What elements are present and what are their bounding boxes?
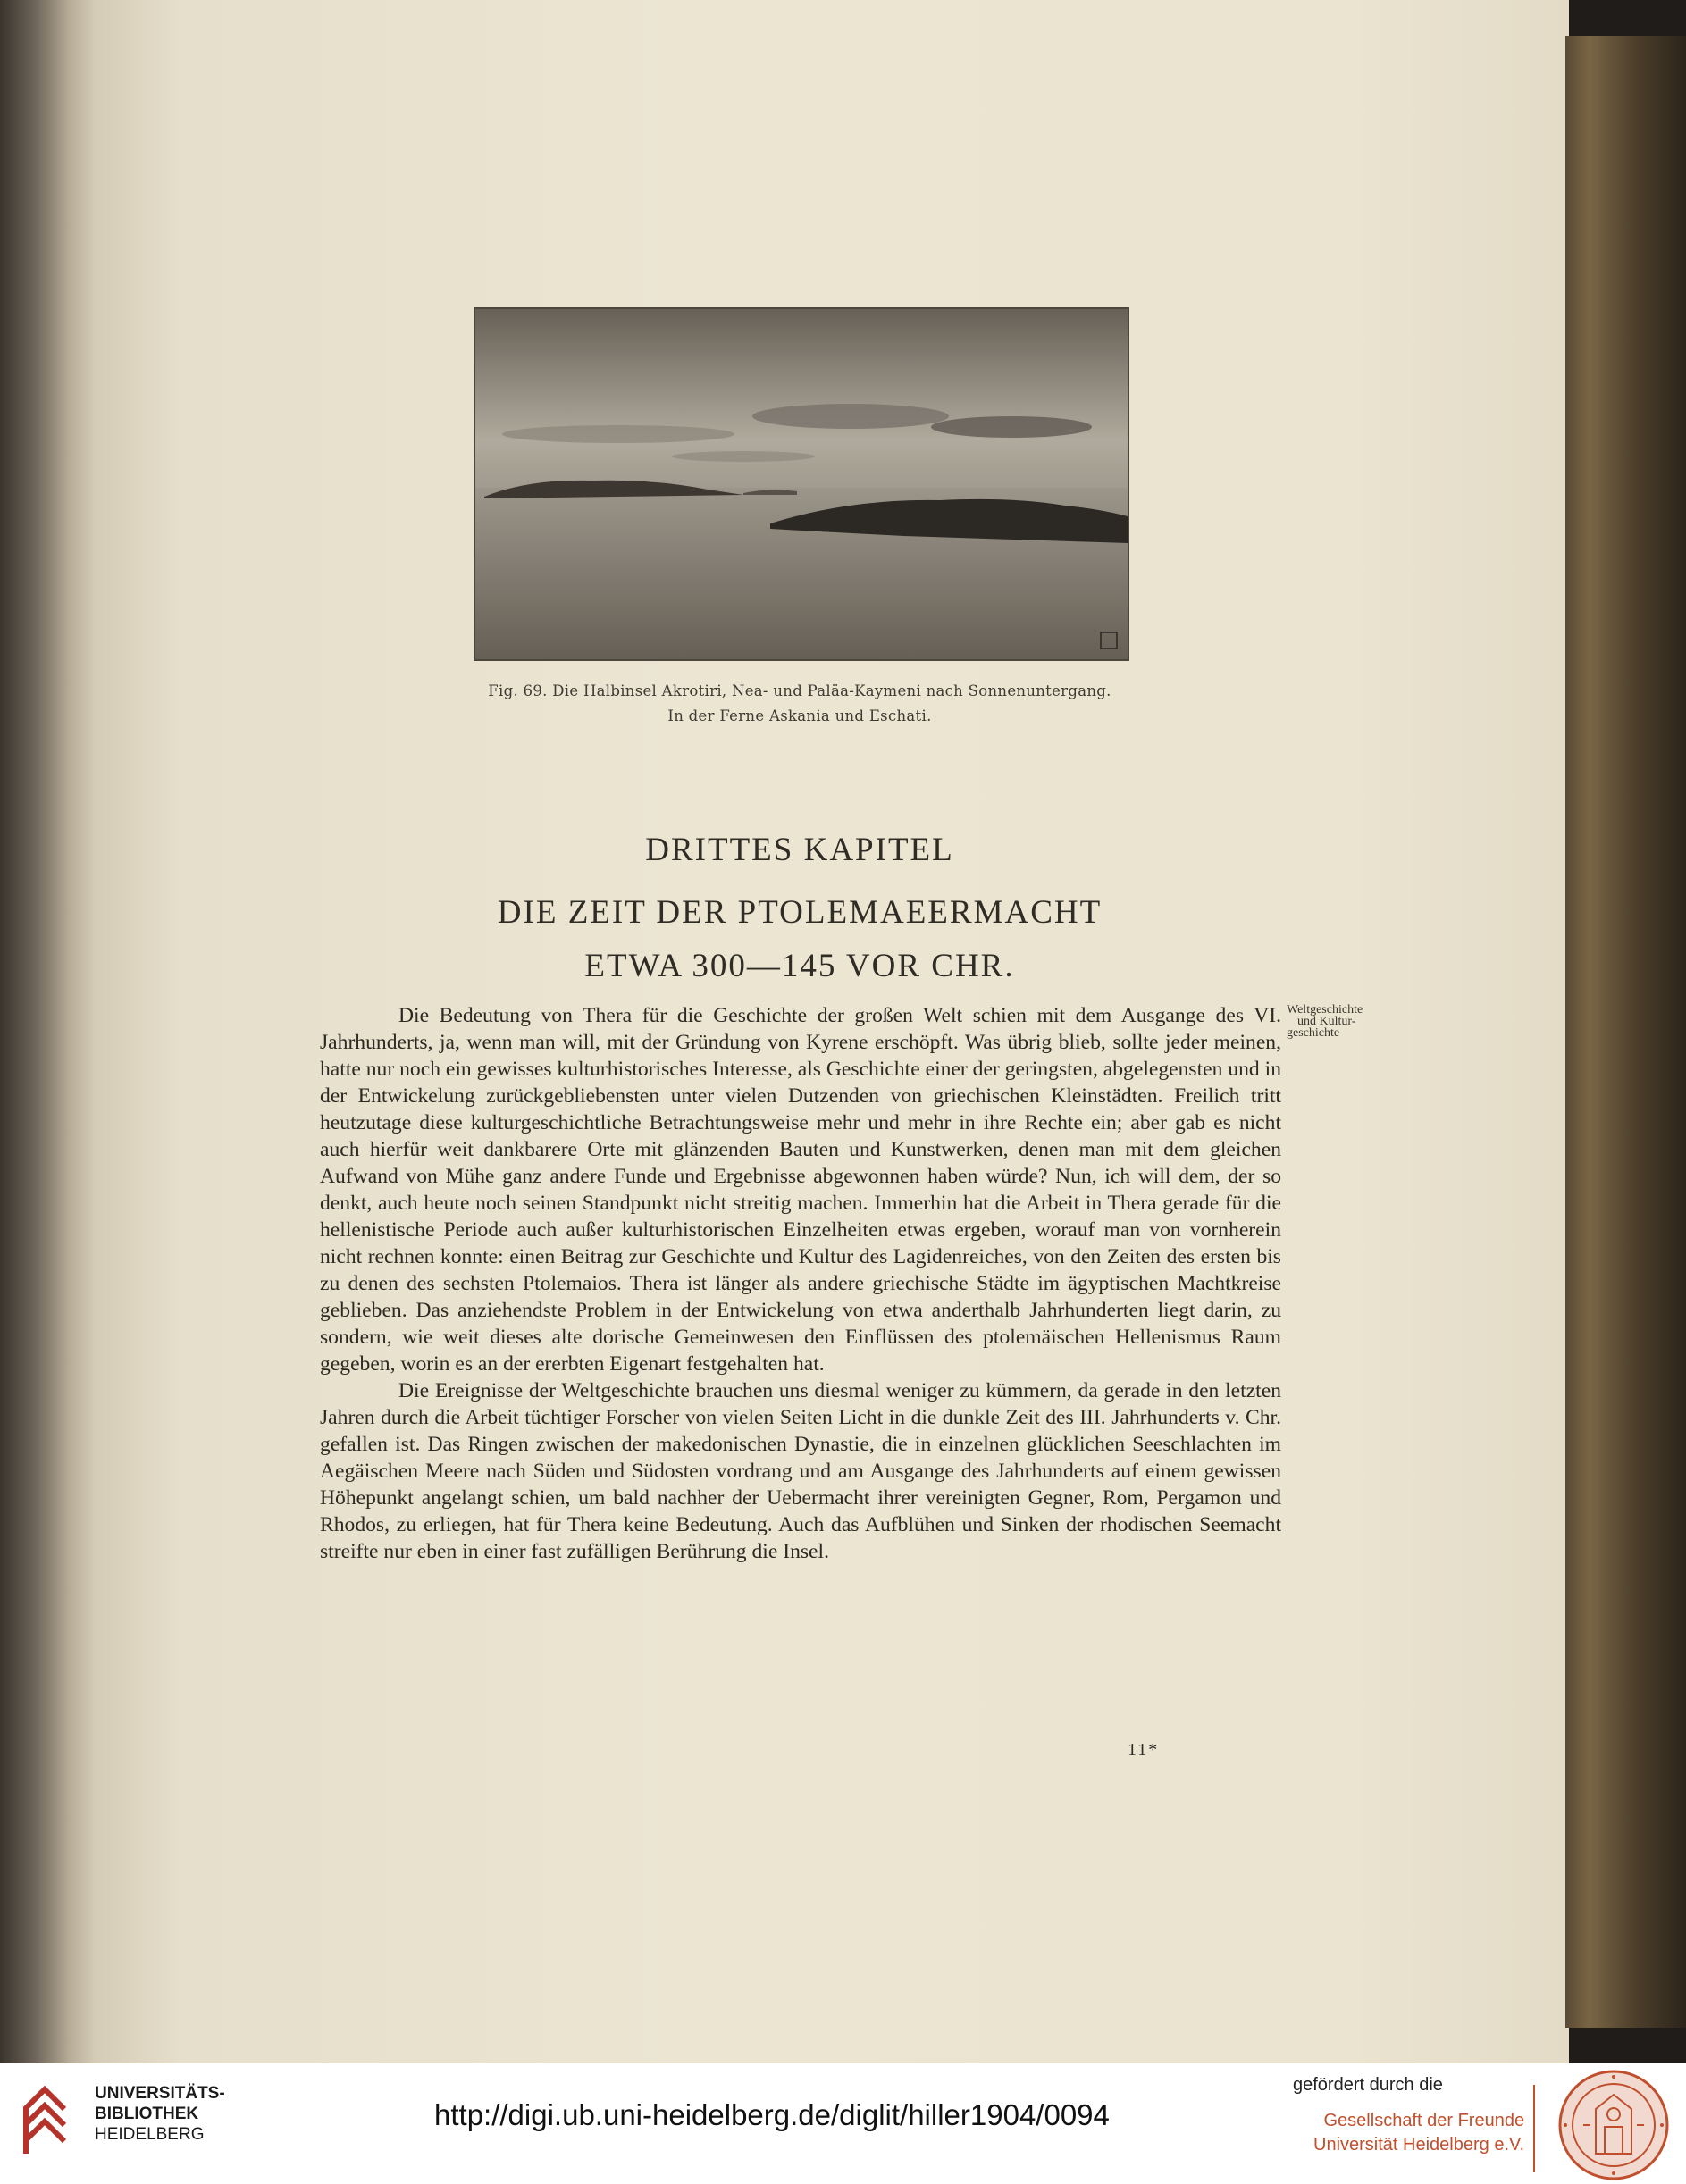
library-name[interactable]: [95, 2083, 225, 2145]
library-name-line: BIBLIOTHEK: [95, 2105, 199, 2123]
figure-photograph: [474, 307, 1129, 661]
chapter-number: DRITTES KAPITEL: [645, 832, 954, 868]
margin-note: [1287, 1004, 1403, 1039]
sponsor-name[interactable]: [1313, 2109, 1524, 2157]
chapter-title: DIE ZEIT DER PTOLEMAEERMACHT: [497, 894, 1103, 931]
sponsor-name-line: Universität Heidelberg e.V.: [1313, 2135, 1525, 2155]
university-seal-icon[interactable]: [1556, 2068, 1671, 2182]
library-name-line: HEIDELBERG: [95, 2125, 205, 2144]
margin-note-line: geschichte: [1287, 1026, 1340, 1040]
figure-caption-line2: In der Ferne Askania und Eschati.: [667, 707, 932, 724]
library-logo-icon[interactable]: [20, 2073, 73, 2163]
body-text: [320, 1002, 1281, 1565]
sponsor-name-line: Gesellschaft der Freunde: [1323, 2111, 1525, 2130]
paragraph-1: Die Bedeutung von Thera für die Geschichte der großen Welt schien mit dem Ausgange des VI. Jahrhunderts, ja, wenn man will, mit der Gründung von Kyrene erschöpft. Was übrig blieb, sollte jeder meinen, hatte nur noch ein gewisses kulturhistorisches Interesse, als Geschichte einer der geringsten, abgelegensten und in der Entwickelung zurückgebliebensten unter vielen Dutzenden von griechischen Kleinstädten. Freilich tritt heutzutage diese kulturgeschichtliche Betrachtungsweise mehr und mehr in ihre Rechte ein; aber gab es nicht auch hierfür weit dankbarere Orte mit glänzenden Bauten und Kunstwerken, denen man mit dem gleichen Aufwand von Mühe ganz andere Funde und Ergebnisse abgewonnen haben würde? Nun, ich will dem, der so denkt, auch heute noch seinen Standpunkt nicht streitig machen. Immerhin hat die Arbeit in Thera gerade für die hellenistische Periode auch außer kulturhistorischen Einzelheiten etwas ergeben, worauf man von vornherein nicht rechnen konnte: einen Beitrag zur Geschichte und Kultur des Lagidenreiches, von den Zeiten des ersten bis zu denen des sechsten Ptolemaios. Thera ist länger als andere griechische Städte im ägyptischen Machtkreise geblieben. Das anziehendste Problem in der Entwickelung von etwa anderthalb Jahrhunderten liegt darin, zu sondern, wie weit dieses alte dorische Gemeinwesen den Einflüssen des ptolemäischen Hellenismus Raum gegeben, worin es an der ererbten Eigenart festgehalten hat.: [320, 1004, 1281, 1376]
margin-note-line: Weltgeschichte: [1287, 1003, 1363, 1017]
left-page-edge: [0, 0, 100, 2063]
chapter-period: ETWA 300—145 VOR CHR.: [584, 948, 1015, 984]
page-number: 11*: [1128, 1740, 1160, 1760]
permalink-url[interactable]: http://digi.ub.uni-heidelberg.de/diglit/hiller1904/0094: [434, 2098, 1110, 2131]
sponsor-divider: [1533, 2085, 1535, 2172]
seascape-image: [475, 309, 1128, 659]
sponsor-label: gefördert durch die: [1293, 2075, 1443, 2095]
figure-caption-line1: Fig. 69. Die Halbinsel Akrotiri, Nea- und Paläa-Kaymeni nach Sonnenuntergang.: [488, 682, 1111, 699]
paragraph-2: Die Ereignisse der Weltgeschichte brauchen uns diesmal weniger zu kümmern, da gerade in den letzten Jahren durch die Arbeit tüchtiger Forscher von vielen Seiten Licht in die dunkle Zeit des III. Jahrhunderts v. Chr. gefallen ist. Das Ringen zwischen der makedonischen Dynastie, die in einzelnen glücklichen Seeschlachten im Aegäischen Meere nach Süden und Südosten vordrang und am Ausgange des Jahrhunderts auf einem gewissen Höhepunkt angelangt schien, um bald nachher der Uebermacht ihrer vereinigten Gegner, Rom, Pergamon und Rhodos, zu erliegen, hat für Thera keine Bedeutung. Auch das Aufblühen und Sinken der rhodischen Seemacht streifte nur eben in einer fast zufälligen Berührung die Insel.: [320, 1379, 1281, 1563]
margin-note-line: und Kultur-: [1297, 1015, 1356, 1028]
library-name-line: UNIVERSITÄTS-: [95, 2084, 225, 2103]
book-cover-edge: [1565, 36, 1686, 2028]
